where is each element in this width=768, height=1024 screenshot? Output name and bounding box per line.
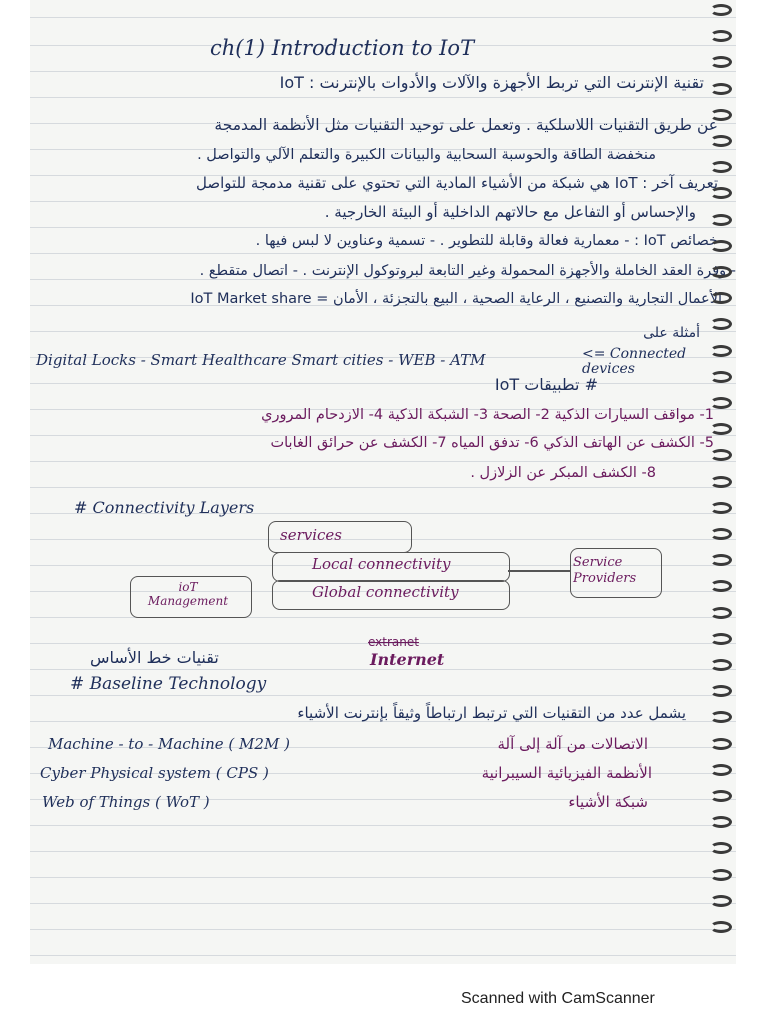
spiral-ring xyxy=(710,764,732,776)
definition2-line-1: تعريف آخر : IoT هي شبكة من الأشياء المادية التي تحتوي على تقنية مدمجة للتواصل xyxy=(196,174,718,192)
spiral-ring xyxy=(710,816,732,828)
spiral-ring xyxy=(710,842,732,854)
spiral-ring xyxy=(710,187,732,199)
spiral-ring xyxy=(710,109,732,121)
spiral-ring xyxy=(710,607,732,619)
spiral-ring xyxy=(710,30,732,42)
spiral-ring xyxy=(710,83,732,95)
connected-devices-label: <= Connected devices xyxy=(582,346,687,378)
spiral-ring xyxy=(710,476,732,488)
tech-wot-en: Web of Things ( WoT ) xyxy=(42,793,210,811)
examples-label: أمثلة على xyxy=(643,325,700,341)
spiral-ring xyxy=(710,371,732,383)
characteristics-line-1: خصائص IoT : - معمارية فعالة وقابلة للتطوير . - تسمية وعناوين لا لبس فيها . xyxy=(255,233,718,249)
local-connectivity-label: Local connectivity xyxy=(312,555,451,573)
definition-line-2: عن طريق التقنيات اللاسلكية . وتعمل على توحيد التقنيات مثل الأنظمة المدمجة xyxy=(214,116,718,134)
definition2-line-2: والإحساس أو التفاعل مع حالاتهم الداخلية أو البيئة الخارجية . xyxy=(324,203,696,221)
internet-strikethrough: extranet xyxy=(368,635,419,649)
apps-line-3: 8- الكشف المبكر عن الزلازل . xyxy=(470,465,656,481)
spiral-ring xyxy=(710,4,732,16)
spiral-ring xyxy=(710,161,732,173)
spiral-ring xyxy=(710,554,732,566)
spiral-ring xyxy=(710,423,732,435)
spiral-ring xyxy=(710,738,732,750)
spiral-ring xyxy=(710,580,732,592)
baseline-arabic-heading: تقنيات خط الأساس xyxy=(90,648,219,667)
spiral-ring xyxy=(710,711,732,723)
global-connectivity-label: Global connectivity xyxy=(312,583,459,601)
characteristics-line-2: - وفرة العقد الخاملة والأجهزة المحمولة وغير التابعة لبروتوكول الإنترنت . - اتصال متقطع . xyxy=(199,263,736,279)
spiral-ring xyxy=(710,240,732,252)
tech-cps-en: Cyber Physical system ( CPS ) xyxy=(40,764,269,782)
connector-line xyxy=(508,570,570,572)
spiral-ring xyxy=(710,895,732,907)
definition-line-1: IoT : تقنية الإنترنت التي تربط الأجهزة والآلات والأدوات بالإنترنت xyxy=(279,73,704,92)
apps-line-1: 1- مواقف السيارات الذكية 2- الصحة 3- الشبكة الذكية 4- الازدحام المروري xyxy=(261,407,714,423)
spiral-ring xyxy=(710,135,732,147)
spiral-ring xyxy=(710,292,732,304)
spiral-ring xyxy=(710,869,732,881)
spiral-ring xyxy=(710,397,732,409)
iot-management-label: ioT Management xyxy=(147,580,229,609)
spiral-ring xyxy=(710,345,732,357)
spiral-binding xyxy=(706,0,738,964)
page-title: ch(1) Introduction to IoT xyxy=(210,36,475,60)
devices-line: Digital Locks - Smart Healthcare Smart cities - WEB - ATM xyxy=(36,351,486,369)
spiral-ring xyxy=(710,56,732,68)
apps-heading: # تطبيقات IoT xyxy=(494,375,598,394)
market-share-line: IoT Market share = الأعمال التجارية والتصنيع ، الرعاية الصحية ، البيع بالتجزئة ، الأمان xyxy=(190,291,722,307)
spiral-ring xyxy=(710,528,732,540)
notebook-page xyxy=(30,0,736,964)
spiral-ring xyxy=(710,502,732,514)
spiral-ring xyxy=(710,685,732,697)
spiral-ring xyxy=(710,790,732,802)
connectivity-heading: # Connectivity Layers xyxy=(74,498,255,517)
scanner-watermark: Scanned with CamScanner xyxy=(461,990,655,1007)
tech-cps-ar: الأنظمة الفيزيائية السيبرانية xyxy=(481,764,652,782)
tech-m2m-ar: الاتصالات من آلة إلى آلة xyxy=(497,735,648,753)
tech-wot-ar: شبكة الأشياء xyxy=(568,793,648,811)
service-providers-label: Service Providers xyxy=(573,555,637,586)
internet-label: Internet xyxy=(370,650,445,669)
services-label: services xyxy=(280,526,342,544)
spiral-ring xyxy=(710,659,732,671)
spiral-ring xyxy=(710,214,732,226)
spiral-ring xyxy=(710,921,732,933)
apps-line-2: 5- الكشف عن الهاتف الذكي 6- تدفق المياه 7- الكشف عن حرائق الغابات xyxy=(270,435,714,451)
spiral-ring xyxy=(710,633,732,645)
spiral-ring xyxy=(710,449,732,461)
definition-line-3: منخفضة الطاقة والحوسبة السحابية والبيانات الكبيرة والتعلم الآلي والتواصل . xyxy=(197,147,656,163)
baseline-description: يشمل عدد من التقنيات التي ترتبط ارتباطاً وثيقاً بإنترنت الأشياء xyxy=(297,704,686,722)
tech-m2m-en: Machine - to - Machine ( M2M ) xyxy=(48,735,290,753)
baseline-heading: # Baseline Technology xyxy=(70,674,267,694)
spiral-ring xyxy=(710,318,732,330)
spiral-ring xyxy=(710,266,732,278)
